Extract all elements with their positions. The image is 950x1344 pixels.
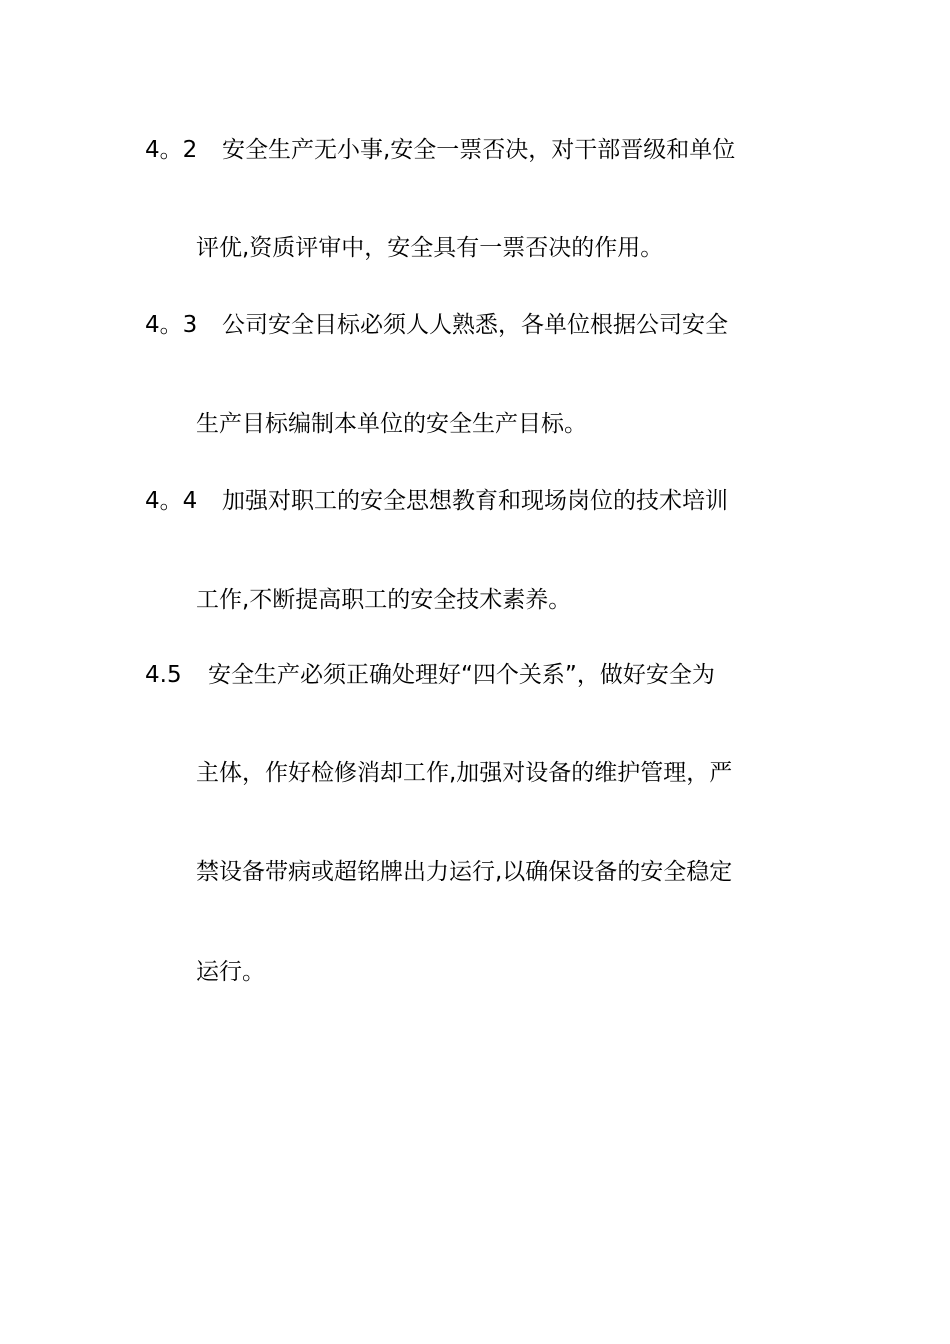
item-number: 4。3 xyxy=(145,312,198,338)
item-4-3-line-2 xyxy=(196,408,587,440)
item-4-5-line-3 xyxy=(196,856,732,888)
item-4-4-line-2 xyxy=(196,584,571,616)
item-text: 主体，作好检修消却工作,加强对设备的维护管理，严 xyxy=(196,760,733,786)
item-4-2-line-2 xyxy=(196,232,663,264)
item-text: 禁设备带病或超铭牌出力运行,以确保设备的安全稳定 xyxy=(196,859,733,885)
item-number: 4。2 xyxy=(145,137,198,163)
item-number: 4。4 xyxy=(145,488,198,514)
item-4-5-line-2 xyxy=(196,757,732,789)
item-text: 评优,资质评审中，安全具有一票否决的作用。 xyxy=(196,235,664,261)
item-text: 工作,不断提高职工的安全技术素养。 xyxy=(196,587,572,613)
item-4-2-line-1 xyxy=(145,134,735,166)
item-4-3-line-1 xyxy=(145,309,728,341)
item-text: 加强对职工的安全思想教育和现场岗位的技术培训 xyxy=(222,488,728,514)
item-text: 公司安全目标必须人人熟悉，各单位根据公司安全 xyxy=(222,312,728,338)
item-4-5-line-1 xyxy=(145,659,715,691)
item-text: 运行。 xyxy=(196,959,265,985)
item-text: 安全生产必须正确处理好“四个关系”，做好安全为 xyxy=(208,662,715,688)
item-4-5-line-4 xyxy=(196,956,265,988)
item-number: 4.5 xyxy=(145,662,182,688)
item-text: 安全生产无小事,安全一票否决，对干部晋级和单位 xyxy=(222,137,736,163)
item-4-4-line-1 xyxy=(145,485,728,517)
item-text: 生产目标编制本单位的安全生产目标。 xyxy=(196,411,587,437)
